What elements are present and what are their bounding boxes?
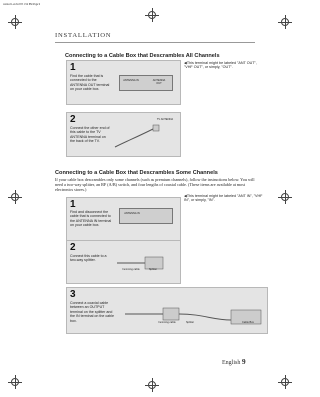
section1-note-text: This terminal might be labeled "ANT OUT", "VHF OUT", or simply, "OUT".: [184, 61, 257, 70]
registration-mark: [8, 190, 22, 204]
registration-mark: [8, 15, 22, 29]
incoming-cable-label: Incoming cable: [158, 321, 176, 324]
print-slug: ventu-01-en 6/2/03 1:54 PM Page 9: [3, 3, 41, 6]
registration-mark: [278, 190, 292, 204]
registration-mark: [278, 375, 292, 389]
section1-step-1: [66, 60, 181, 105]
section2-note-text: This terminal might be labeled "ANT IN", "VHF IN", or simply, "IN".: [184, 194, 263, 203]
step-number: 3: [70, 289, 76, 300]
incoming-cable-label: Incoming cable: [122, 268, 140, 271]
step-text: Find the cable that is connected to the ANTENNA OUT terminal on your cable box.: [70, 74, 110, 92]
splitter-label: Splitter: [185, 321, 195, 324]
section1-title: Connecting to a Cable Box that Descrambles All Channels: [65, 53, 220, 59]
page-number: 9: [241, 357, 246, 366]
step-text: Connect this cable to a two-way splitter.: [70, 254, 107, 263]
step-text: Connect the other end of this cable to the TV ANTENNA terminal on the back of the TV.: [70, 126, 110, 144]
section1-note: [184, 61, 264, 70]
section2-intro: If your cable box descrambles only some channels (such as premium channels), follow the instructions below. You will need a two-way splitter, an RF (A/B) switch, and four lengths of coaxial cable. (These items are available at most electronics stores.): [55, 177, 255, 193]
tv-antenna-illustration: [113, 117, 177, 153]
section-header: INSTALLATION: [55, 32, 112, 39]
registration-mark: [145, 378, 159, 392]
step-text: Find and disconnect the cable that is connected to the ANTENNA IN terminal on your cable box.: [70, 210, 112, 228]
step-number: 2: [70, 242, 76, 253]
step-number: 1: [70, 62, 76, 73]
note-arrow-icon: ◀: [184, 194, 187, 198]
step-number: 2: [70, 114, 76, 125]
section2-note: [184, 194, 264, 203]
cable-box-illustration: [119, 208, 173, 224]
header-divider: [55, 42, 255, 43]
section2-step-2: [66, 240, 181, 284]
cable-box-illustration: [119, 75, 173, 91]
note-arrow-icon: ◀: [184, 61, 187, 65]
splitter-label: Splitter: [148, 268, 158, 271]
tv-antenna-label: TV ANTENNA: [156, 118, 174, 121]
section1-step-2: [66, 112, 181, 157]
section2-step-3: [66, 287, 268, 334]
footer-language: English: [222, 360, 241, 366]
registration-mark: [145, 8, 159, 22]
registration-mark: [278, 15, 292, 29]
section2-title: Connecting to a Cable Box that Descrambles Some Channels: [55, 170, 218, 176]
antenna-in-label: ANTENNA IN: [124, 212, 140, 215]
step-number: 1: [70, 199, 76, 210]
splitter-to-cable-box-illustration: [123, 296, 263, 330]
cable-box-label: Cable Box: [242, 321, 254, 324]
splitter-illustration: [115, 251, 177, 277]
antenna-out-label: ANTENNA OUT: [152, 79, 166, 85]
registration-mark: [8, 375, 22, 389]
step-text: Connect a coaxial cable between an OUTPUT terminal on the splitter and the IN terminal on the cable box.: [70, 301, 114, 323]
antenna-in-label: ANTENNA IN: [123, 79, 139, 82]
page-footer: [222, 357, 246, 366]
section2-step-1: [66, 197, 181, 242]
